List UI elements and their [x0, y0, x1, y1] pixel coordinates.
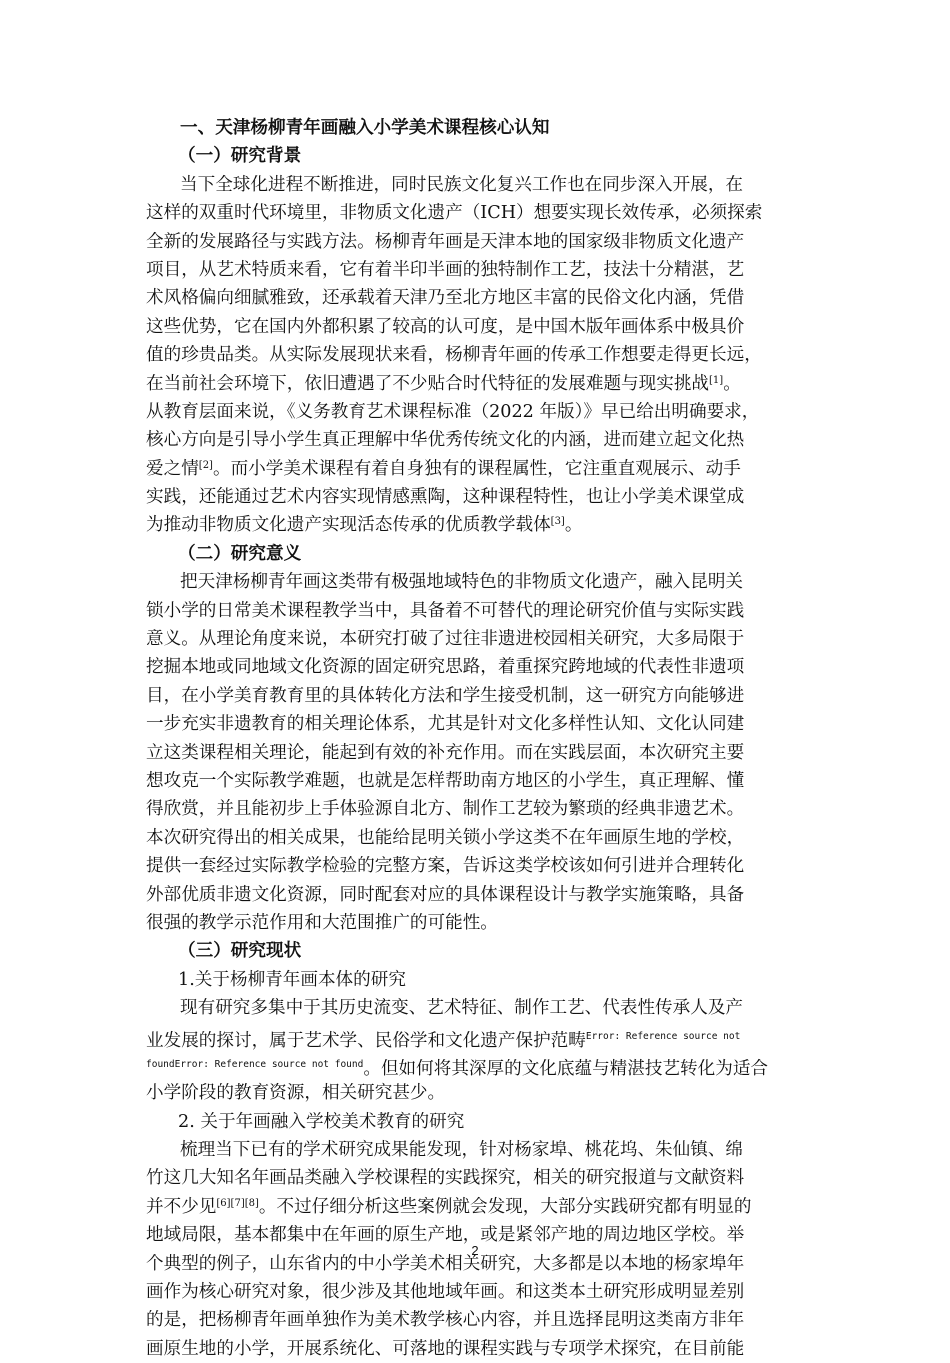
text-line: 小学阶段的教育资源，相关研究甚少。: [146, 1083, 446, 1104]
citation: [1]: [709, 374, 724, 386]
text-segment: 业发展的探讨，属于艺术学、民俗学和文化遗产保护范畴: [146, 1030, 586, 1051]
text-segment: 。但如何将其深厚的文化底蕴与精湛技艺转化为适合: [363, 1058, 769, 1079]
reference-error: foundError: Reference source not found: [146, 1058, 364, 1070]
text-line: 梳理当下已有的学术研究成果能发现，针对杨家埠、桃花坞、朱仙镇、绵: [180, 1140, 744, 1161]
text-line: 全新的发展路径与实践方法。杨柳青年画是天津本地的国家级非物质文化遗产: [146, 231, 745, 252]
text-line: 这样的双重时代环境里，非物质文化遗产（ICH）想要实现长效传承，必须探索: [146, 203, 763, 224]
text-line: 锁小学的日常美术课程教学当中，具备着不可替代的理论研究价值与实际实践: [146, 600, 745, 621]
section-title-status: （三）研究现状: [178, 940, 302, 962]
text-segment: 爱之情: [146, 458, 199, 479]
text-line: 把天津杨柳青年画这类带有极强地域特色的非物质文化遗产，融入昆明关: [180, 572, 744, 593]
text-line: 一步充实非遗教育的相关理论体系，尤其是针对文化多样性认知、文化认同建: [146, 714, 745, 735]
text-line: 实践，还能通过艺术内容实现情感熏陶，这种课程特性，也让小学美术课堂成: [146, 487, 745, 508]
text-line: [146, 1051, 806, 1079]
citation: [2]: [198, 459, 213, 471]
text-segment: 。不过仔细分析这些案例就会发现，大部分实践研究都有明显的: [258, 1196, 752, 1217]
section-title-significance: （二）研究意义: [178, 542, 302, 564]
text-segment: 为推动非物质文化遗产实现活态传承的优质教学载体: [146, 515, 551, 536]
text-line: 当下全球化进程不断推进，同时民族文化复兴工作也在同步深入开展，在: [180, 174, 744, 195]
text-line: 提供一套经过实际教学检验的完整方案，告诉这类学校该如何引进并合理转化: [146, 856, 745, 877]
text-line: 竹这几大知名年画品类融入学校课程的实践探究，相关的研究报道与文献资料: [146, 1168, 745, 1189]
section-title-background: （一）研究背景: [178, 145, 302, 167]
text-line: [146, 455, 806, 483]
text-line: 画作为核心研究对象，很少涉及其他地域年画。和这类本土研究形成明显差别: [146, 1282, 745, 1303]
text-line: 意义。从理论角度来说，本研究打破了过往非遗进校园相关研究，大多局限于: [146, 629, 745, 650]
text-line: 地域局限，基本都集中在年画的原生产地，或是紧邻产地的周边地区学校。举: [146, 1225, 745, 1246]
text-line: 项目，从艺术特质来看，它有着半印半画的独特制作工艺，技法十分精湛，艺: [146, 259, 745, 280]
text-segment: 并不少见: [146, 1196, 217, 1217]
text-line: 画原生地的小学，开展系统化、可落地的课程实践与专项学术探究，在目前能: [146, 1338, 745, 1359]
main-heading: 一、天津杨柳青年画融入小学美术课程核心认知: [180, 117, 550, 138]
text-segment: 在当前社会环境下，依旧遭遇了不少贴合时代特征的发展难题与现实挑战: [146, 373, 710, 394]
text-line: 从教育层面来说，《义务教育艺术课程标准（2022 年版）》早已给出明确要求，: [146, 401, 760, 422]
subsection-title-ontology: 1.关于杨柳青年画本体的研究: [178, 969, 406, 990]
paragraph-background: [146, 171, 806, 540]
text-line: [146, 1193, 806, 1221]
document-body: [146, 114, 806, 1363]
text-line: 想攻克一个实际教学难题，也就是怎样帮助南方地区的小学生，真正理解、懂: [146, 770, 745, 791]
paragraph-ontology: [146, 994, 806, 1108]
text-segment: 。: [564, 515, 583, 536]
text-line: 现有研究多集中于其历史流变、艺术特征、制作工艺、代表性传承人及产: [180, 998, 744, 1019]
text-line: 核心方向是引导小学生真正理解中华优秀传统文化的内涵，进而建立起文化热: [146, 430, 745, 451]
text-segment: 。而小学美术课程有着自身独有的课程属性，它注重直观展示、动手: [212, 458, 741, 479]
subsection-title-school: 2. 关于年画融入学校美术教育的研究: [178, 1111, 465, 1132]
text-segment: 。: [723, 373, 741, 394]
text-line: 本次研究得出的相关成果，也能给昆明关锁小学这类不在年画原生地的学校，: [146, 827, 745, 848]
text-line: 这些优势，它在国内外都积累了较高的认可度，是中国木版年画体系中极具价: [146, 316, 745, 337]
citation: [3]: [550, 516, 565, 528]
text-line: 立这类课程相关理论，能起到有效的补充作用。而在实践层面，本次研究主要: [146, 742, 745, 763]
paragraph-significance: [146, 568, 806, 937]
page-number: 2: [471, 1243, 479, 1258]
text-line: 个典型的例子，山东省内的中小学美术相关研究，大多都是以本地的杨家埠年: [146, 1253, 745, 1274]
citation: [6][7][8]: [216, 1197, 259, 1209]
text-line: 外部优质非遗文化资源，同时配套对应的具体课程设计与教学实施策略，具备: [146, 884, 745, 905]
text-line: [146, 511, 806, 539]
text-line: 挖掘本地或同地域文化资源的固定研究思路，着重探究跨地域的代表性非遗项: [146, 657, 745, 678]
text-line: 的是，把杨柳青年画单独作为美术教学核心内容，并且选择昆明这类南方非年: [146, 1310, 745, 1331]
text-line: 得欣赏，并且能初步上手体验源自北方、制作工艺较为繁琐的经典非遗艺术。: [146, 799, 745, 820]
text-line: 值的珍贵品类。从实际发展现状来看，杨柳青年画的传承工作想要走得更长远，: [146, 345, 762, 366]
text-line: 目，在小学美育教育里的具体转化方法和学生接受机制，这一研究方向能够进: [146, 685, 745, 706]
text-line: 很强的教学示范作用和大范围推广的可能性。: [146, 912, 498, 933]
text-line: 术风格偏向细腻雅致，还承载着天津乃至北方地区丰富的民俗文化内涵，凭借: [146, 288, 745, 309]
text-line: [146, 1023, 806, 1051]
text-line: [146, 370, 806, 398]
reference-error: Error: Reference source not: [585, 1030, 741, 1042]
